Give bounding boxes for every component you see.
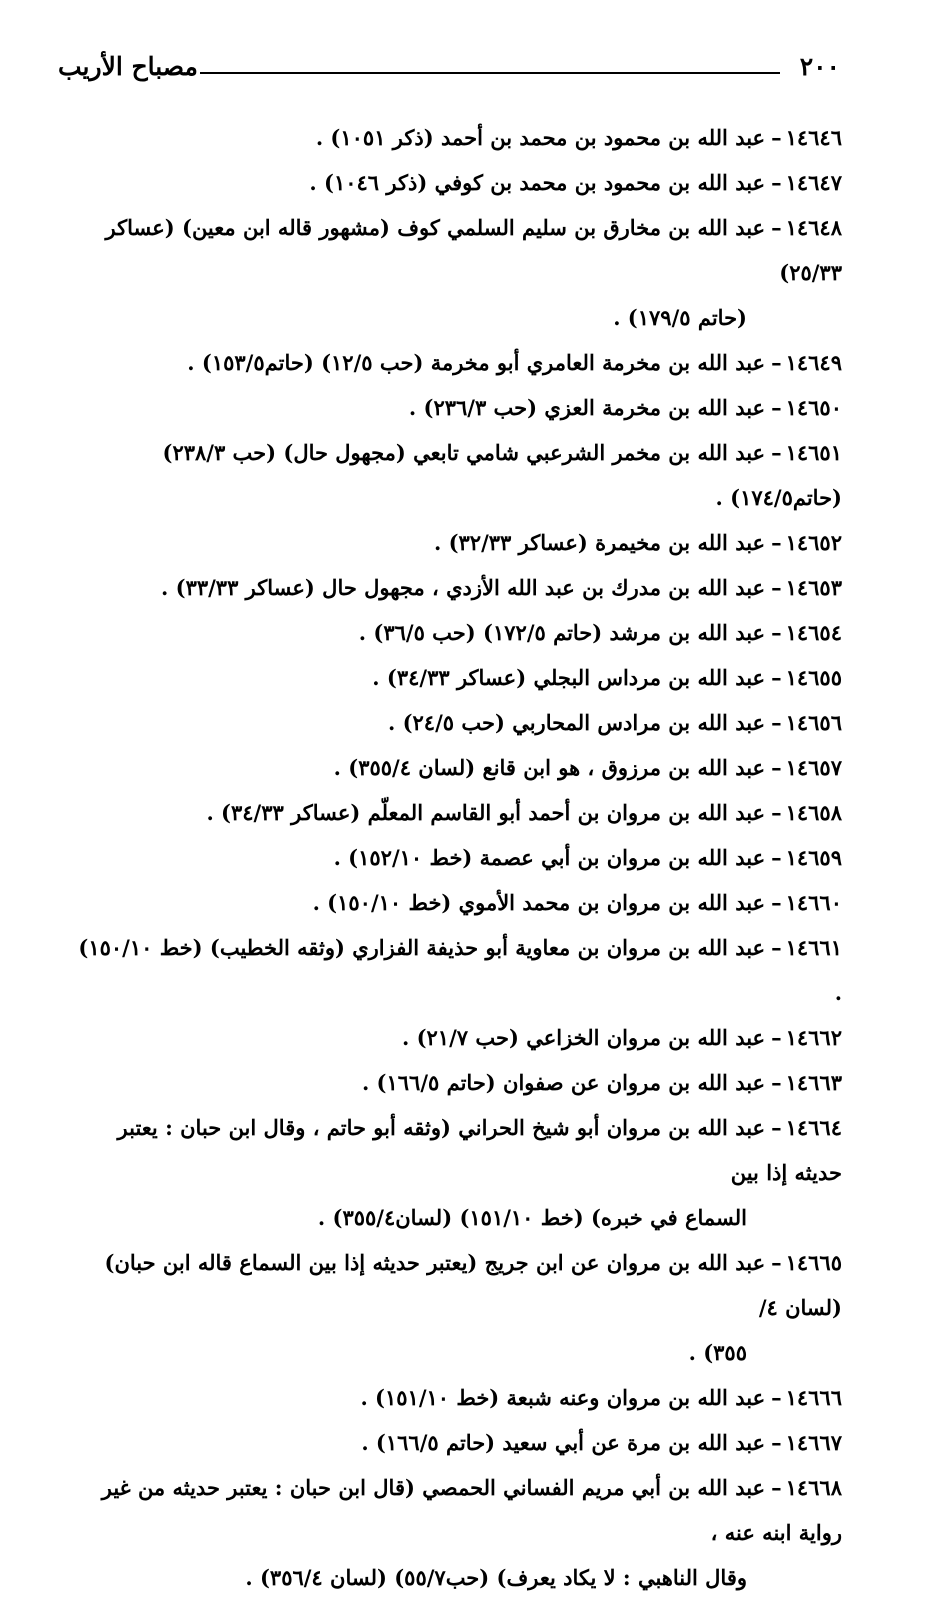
entry-dash: –	[771, 800, 782, 825]
entry-number: ١٤٦٥٨	[785, 800, 842, 825]
entry-number: ١٤٦٦٦	[785, 1385, 842, 1410]
entry-number: ١٤٦٤٩	[785, 350, 842, 375]
list-item	[68, 790, 842, 835]
entry-text: عبد الله بن مدرك بن عبد الله الأزدي ، مجهول حال (عساكر ٣٣/٣٣) .	[161, 575, 766, 600]
entry-text: عبد الله بن مروان بن أحمد أبو القاسم المعلّم (عساكر ٣٤/٣٣) .	[206, 800, 766, 825]
entry-text: عبد الله بن مروان عن ابن جريج (يعتبر حديثه إذا بين السماع قاله ابن حبان) (لسان ٤/	[104, 1250, 842, 1320]
list-item	[68, 385, 842, 430]
entry-text: عبد الله بن مرة عن أبي سعيد (حاتم ١٦٦/٥) .	[361, 1430, 766, 1455]
entry-dash: –	[771, 665, 782, 690]
entry-number: ١٤٦٦٠	[785, 890, 842, 915]
entry-number: ١٤٦٦١	[785, 935, 842, 960]
entry-dash: –	[771, 620, 782, 645]
list-item	[68, 880, 842, 925]
entry-dash: –	[771, 170, 782, 195]
entry-list	[68, 115, 842, 1600]
entry-number: ١٤٦٦٥	[785, 1250, 842, 1275]
entry-dash: –	[771, 710, 782, 735]
list-item	[68, 565, 842, 610]
entry-number: ١٤٦٦٨	[785, 1475, 842, 1500]
entry-number: ١٤٦٥٥	[785, 665, 842, 690]
list-item	[68, 610, 842, 655]
entry-text: عبد الله بن مخارق بن سليم السلمي كوف (مشهور قاله ابن معين) (عساكر ٢٥/٣٣)	[105, 215, 842, 285]
entry-number: ١٤٦٥٧	[785, 755, 842, 780]
list-item	[68, 925, 842, 1015]
entry-number: ١٤٦٦٢	[785, 1025, 842, 1050]
entry-dash: –	[771, 935, 782, 960]
entry-text: عبد الله بن محمود بن محمد بن أحمد (ذكر ١٠٥١) .	[315, 125, 766, 150]
entry-dash: –	[771, 1430, 782, 1455]
entry-number: ١٤٦٥٤	[785, 620, 842, 645]
list-item	[68, 1375, 842, 1420]
entry-number: ١٤٦٥٠	[785, 395, 842, 420]
list-item	[68, 655, 842, 700]
entry-number: ١٤٦٦٣	[785, 1070, 842, 1095]
entry-dash: –	[771, 755, 782, 780]
entry-dash: –	[771, 125, 782, 150]
entry-dash: –	[771, 575, 782, 600]
entry-text: عبد الله بن مروان بن معاوية أبو حذيفة الفزاري (وثقه الخطيب) (خط ١٥٠/١٠) .	[78, 935, 842, 1005]
list-item	[68, 115, 842, 160]
entry-text: عبد الله بن مخرمة العزي (حب ٢٣٦/٣) .	[408, 395, 766, 420]
entry-number: ١٤٦٥٩	[785, 845, 842, 870]
page-number: ٢٠٠	[799, 52, 840, 81]
entry-text: عبد الله بن مروان بن محمد الأموي (خط ١٥٠/١٠) .	[312, 890, 766, 915]
entry-dash: –	[771, 530, 782, 555]
entry-text: عبد الله بن مخيمرة (عساكر ٣٢/٣٣) .	[433, 530, 766, 555]
entry-number: ١٤٦٥٦	[785, 710, 842, 735]
entry-continuation: ٣٥٥) .	[688, 1340, 747, 1365]
list-item	[68, 1105, 842, 1195]
entry-text: عبد الله بن مرادس المحاربي (حب ٢٤/٥) .	[387, 710, 766, 735]
entry-continuation: وقال الناهبي : لا يكاد يعرف) (حب٥٥/٧) (لسان ٣٥٦/٤) .	[245, 1565, 747, 1590]
entry-number: ١٤٦٤٨	[785, 215, 842, 240]
entry-text: عبد الله بن مروان وعنه شبعة (خط ١٥١/١٠) .	[360, 1385, 766, 1410]
entry-number: ١٤٦٦٤	[785, 1115, 842, 1140]
list-item	[68, 745, 842, 790]
list-item	[68, 160, 842, 205]
list-item	[68, 700, 842, 745]
entry-number: ١٤٦٥١	[785, 440, 842, 465]
entry-number: ١٤٦٥٢	[785, 530, 842, 555]
list-item	[68, 1465, 842, 1555]
list-item	[68, 1060, 842, 1105]
entry-dash: –	[771, 1070, 782, 1095]
entry-number: ١٤٦٤٦	[785, 125, 842, 150]
list-item	[68, 1240, 842, 1330]
list-item	[68, 205, 842, 295]
list-item	[68, 430, 842, 520]
entry-number: ١٤٦٦٧	[785, 1430, 842, 1455]
entry-text: عبد الله بن مروان أبو شيخ الحراني (وثقه أبو حاتم ، وقال ابن حبان : يعتبر حديثه إذا بين	[117, 1115, 842, 1185]
entry-text: عبد الله بن مخرمة العامري أبو مخرمة (حب ١٢/٥) (حاتم١٥٣/٥) .	[187, 350, 766, 375]
entry-dash: –	[771, 1025, 782, 1050]
entry-text: عبد الله بن مرداس البجلي (عساكر ٣٤/٣٣) .	[372, 665, 766, 690]
entry-text: عبد الله بن مروان الخزاعي (حب ٢١/٧) .	[401, 1025, 766, 1050]
running-title: مصباح الأريب	[58, 52, 198, 81]
entry-dash: –	[771, 1385, 782, 1410]
entry-dash: –	[771, 845, 782, 870]
entry-dash: –	[771, 440, 782, 465]
entry-text: عبد الله بن محمود بن محمد بن كوفي (ذكر ١٠٤٦) .	[309, 170, 766, 195]
entry-text: عبد الله بن أبي مريم الفساني الحمصي (قال ابن حبان : يعتبر حديثه من غير رواية ابنه عنه ،	[101, 1475, 842, 1545]
entry-text: عبد الله بن مروان بن أبي عصمة (خط ١٥٢/١٠) .	[333, 845, 766, 870]
entry-dash: –	[771, 890, 782, 915]
entry-dash: –	[771, 1250, 782, 1275]
entry-continuation: (حاتم ١٧٩/٥) .	[613, 305, 747, 330]
list-item	[68, 1420, 842, 1465]
entry-dash: –	[771, 395, 782, 420]
entry-text: عبد الله بن مرشد (حاتم ١٧٢/٥) (حب ٣٦/٥) .	[358, 620, 766, 645]
entry-text: عبد الله بن مخمر الشرعبي شامي تابعي (مجهول حال) (حب ٢٣٨/٣) (حاتم١٧٤/٥) .	[162, 440, 842, 510]
entry-text: عبد الله بن مروان عن صفوان (حاتم ١٦٦/٥) .	[361, 1070, 766, 1095]
entry-number: ١٤٦٤٧	[785, 170, 842, 195]
entry-text: عبد الله بن مرزوق ، هو ابن قانع (لسان ٣٥٥/٤) .	[333, 755, 766, 780]
entry-dash: –	[771, 350, 782, 375]
page-header	[58, 52, 840, 92]
entry-number: ١٤٦٥٣	[785, 575, 842, 600]
entry-dash: –	[771, 1475, 782, 1500]
list-item	[68, 835, 842, 880]
list-item	[68, 1015, 842, 1060]
entry-continuation: السماع في خبره) (خط ١٥١/١٠) (لسان٣٥٥/٤) .	[317, 1205, 747, 1230]
list-item	[68, 520, 842, 565]
list-item	[68, 340, 842, 385]
header-rule	[200, 72, 780, 74]
entry-dash: –	[771, 215, 782, 240]
entry-dash: –	[771, 1115, 782, 1140]
